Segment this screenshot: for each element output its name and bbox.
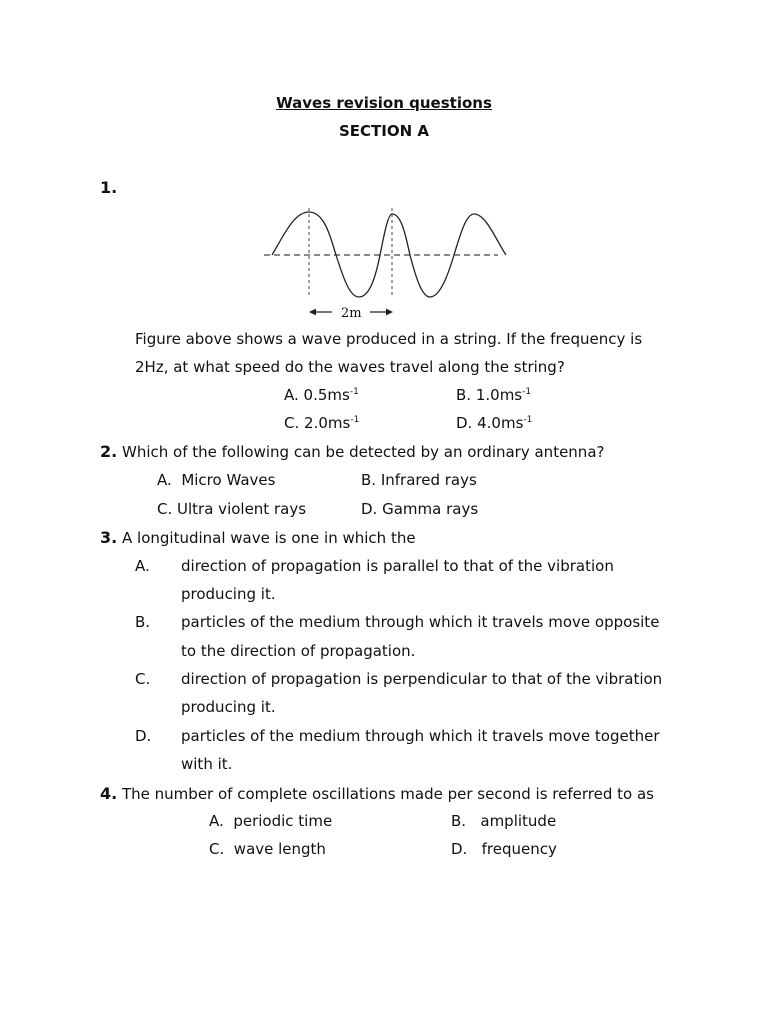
q2-option-c[interactable] <box>157 500 306 518</box>
q3-option-c-letter[interactable]: C. <box>135 670 151 688</box>
q3-option-c-line-1: direction of propagation is perpendicular to that of the vibration <box>181 670 663 688</box>
right-arrowhead <box>386 309 393 316</box>
option-superscript: -1 <box>350 415 360 425</box>
q1-option-a[interactable] <box>284 386 359 404</box>
question-1-text-line-2: 2Hz, at what speed do the waves travel along the string? <box>135 358 565 376</box>
option-letter: C. <box>157 500 173 518</box>
question-3-text: A longitudinal wave is one in which the <box>122 529 416 547</box>
option-letter: A. <box>157 471 172 489</box>
question-2-text: Which of the following can be detected by an ordinary antenna? <box>122 443 605 461</box>
option-letter: B. <box>361 471 377 489</box>
q1-option-b[interactable] <box>456 386 531 404</box>
question-3 <box>100 528 416 547</box>
q3-option-b-line-1: particles of the medium through which it travels move opposite <box>181 613 660 631</box>
option-letter: C. <box>209 840 225 858</box>
q2-option-d[interactable] <box>361 500 478 518</box>
question-4-text: The number of complete oscillations made per second is referred to as <box>122 785 654 803</box>
q4-option-a[interactable] <box>209 812 332 830</box>
option-superscript: -1 <box>349 387 359 397</box>
section-heading: SECTION A <box>338 122 429 140</box>
question-2-number: 2. <box>100 442 118 461</box>
q3-option-d-line-2: with it. <box>181 755 233 773</box>
option-value: Micro Waves <box>181 471 276 489</box>
question-3-number: 3. <box>100 528 118 547</box>
wave-length-label: 2m <box>341 306 362 321</box>
option-value: 1.0ms <box>475 386 523 404</box>
option-value: frequency <box>481 840 557 858</box>
q3-option-a-letter[interactable]: A. <box>135 557 150 575</box>
option-superscript: -1 <box>523 415 533 425</box>
q3-option-c-line-2: producing it. <box>181 698 276 716</box>
question-1-text-line-1: Figure above shows a wave produced in a string. If the frequency is <box>135 330 643 348</box>
option-letter: A. <box>209 812 224 830</box>
q4-option-c[interactable] <box>209 840 326 858</box>
question-4-number: 4. <box>100 784 118 803</box>
question-4 <box>100 784 654 803</box>
option-letter: D. <box>451 840 468 858</box>
option-value: 4.0ms <box>477 414 524 432</box>
q3-option-a-line-1: direction of propagation is parallel to that of the vibration <box>181 557 614 575</box>
option-value: 2.0ms <box>304 414 351 432</box>
question-1-number: 1. <box>100 178 118 197</box>
left-arrowhead <box>309 309 316 316</box>
q1-option-d[interactable] <box>456 414 532 432</box>
option-letter: C. <box>284 414 300 432</box>
option-letter: D. <box>361 500 378 518</box>
option-value: Infrared rays <box>380 471 477 489</box>
option-value: amplitude <box>480 812 557 830</box>
wave-figure <box>260 200 510 325</box>
q1-option-c[interactable] <box>284 414 359 432</box>
q4-option-b[interactable] <box>451 812 556 830</box>
q3-option-a-line-2: producing it. <box>181 585 276 603</box>
option-value: periodic time <box>233 812 333 830</box>
q3-option-b-letter[interactable]: B. <box>135 613 151 631</box>
q4-option-d[interactable] <box>451 840 557 858</box>
option-value: Ultra violent rays <box>177 500 307 518</box>
q2-option-b[interactable] <box>361 471 477 489</box>
option-letter: A. <box>284 386 299 404</box>
q3-option-d-line-1: particles of the medium through which it travels move together <box>181 727 660 745</box>
page-title: Waves revision questions <box>276 94 492 112</box>
q2-option-a[interactable] <box>157 471 275 489</box>
q3-option-d-letter[interactable]: D. <box>135 727 152 745</box>
option-superscript: -1 <box>522 387 532 397</box>
option-letter: B. <box>456 386 472 404</box>
option-value: Gamma rays <box>382 500 479 518</box>
option-letter: B. <box>451 812 467 830</box>
q3-option-b-line-2: to the direction of propagation. <box>181 642 416 660</box>
option-letter: D. <box>456 414 473 432</box>
option-value: wave length <box>233 840 326 858</box>
option-value: 0.5ms <box>303 386 350 404</box>
question-2 <box>100 442 604 461</box>
